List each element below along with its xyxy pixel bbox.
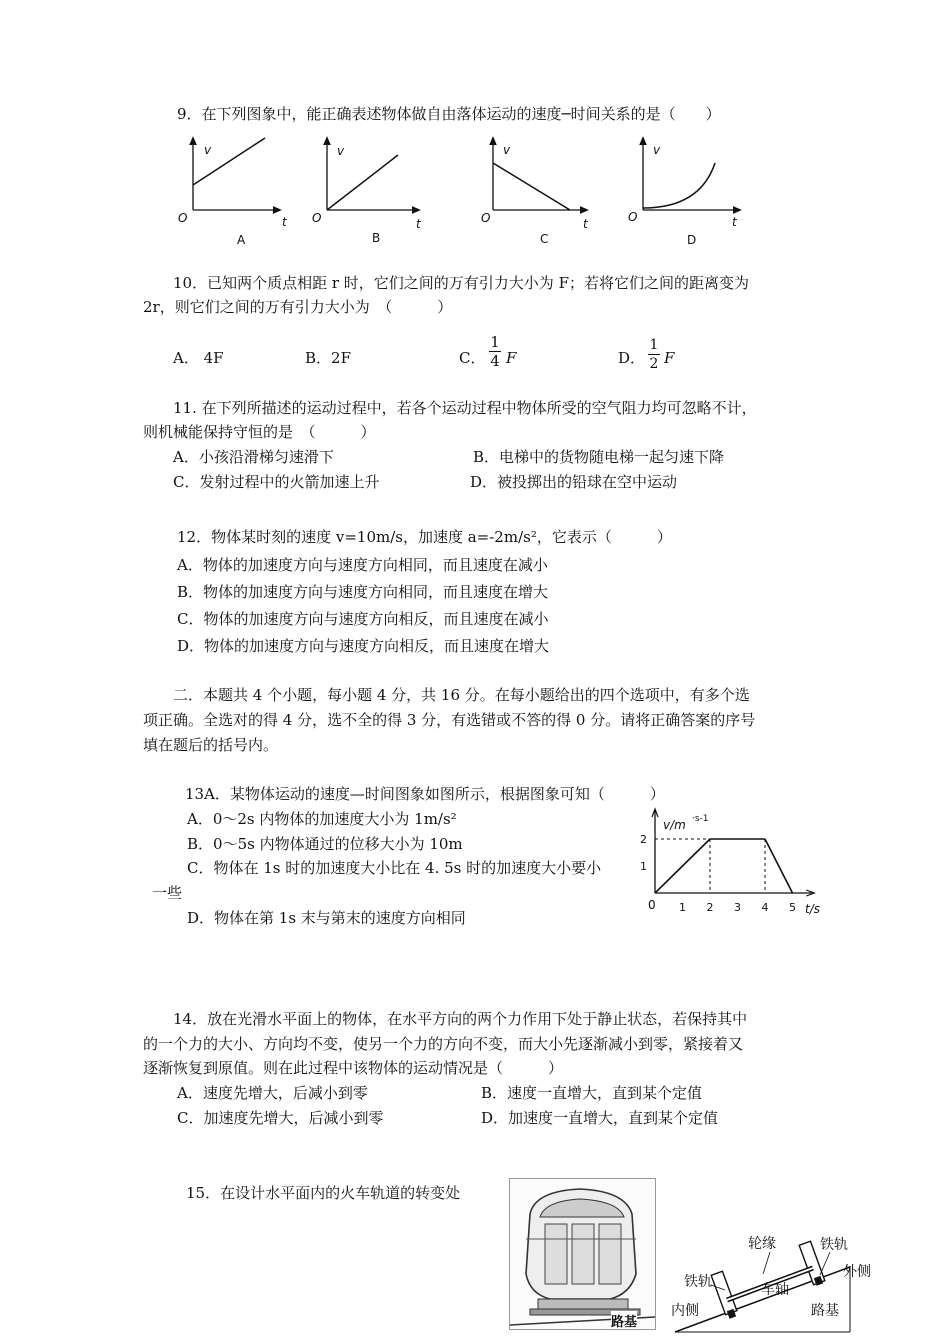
q13-vt-graph xyxy=(630,805,830,920)
graph-c-line xyxy=(493,163,570,210)
q14-line2: 的一个力的大小、方向均不变，使另一个力的方向不变，而大小先逐渐减小到零，紧接着又 xyxy=(143,1035,744,1053)
q11-line1: 11. 在下列所描述的运动过程中，若各个运动过程中物体所受的空气阻力均可忽略不计， xyxy=(173,399,757,417)
diagram-label-inner: 内侧 xyxy=(671,1303,699,1319)
q14-option-b: B．速度一直增大，直到某个定值 xyxy=(481,1084,703,1102)
q13-stem: 13A．某物体运动的速度—时间图象如图所示，根据图象可知（ ） xyxy=(185,785,665,803)
q10-option-d-fraction: 1 2 xyxy=(649,337,659,372)
graph-c-v: v xyxy=(503,143,511,157)
photo-label-roadbed: 路基 xyxy=(611,1311,637,1330)
q10-option-d-label: D． xyxy=(618,349,646,367)
y-tick-label: 1 xyxy=(640,860,647,873)
q13-option-a: A．0～2s 内物体的加速度大小为 1m/s² xyxy=(187,810,457,828)
section2-line3: 填在题后的括号内。 xyxy=(143,736,279,754)
diagram-label-axle: 车轴 xyxy=(761,1282,789,1298)
q13-option-c-line1: C．物体在 1s 时的加速度大小比在 4. 5s 时的加速度大小要小 xyxy=(187,859,602,877)
x-tick-label: 5 xyxy=(789,901,796,914)
diagram-label-rail-left: 铁轨 xyxy=(684,1274,712,1290)
q12-option-c: C．物体的加速度方向与速度方向相反，而且速度在减小 xyxy=(177,610,549,628)
q10-option-c-label: C． xyxy=(459,349,486,367)
q14-line1: 14．放在光滑水平面上的物体，在水平方向的两个力作用下处于静止状态，若保持其中 xyxy=(173,1010,748,1028)
graph-a-v: v xyxy=(204,143,212,157)
graph-c-label: C xyxy=(540,232,549,246)
diagram-label-outer: 外侧 xyxy=(843,1264,871,1280)
q14-option-a: A．速度先增大，后减小到零 xyxy=(177,1084,368,1102)
q10-option-d-unit: F xyxy=(664,349,675,367)
q14-option-c: C．加速度先增大，后减小到零 xyxy=(177,1109,384,1127)
train-photo xyxy=(509,1178,656,1330)
graph-d-label: D xyxy=(687,233,697,247)
q9-stem: 9．在下列图象中，能正确表述物体做自由落体运动的速度─时间关系的是（ ） xyxy=(177,105,721,123)
diagram-label-rail-right: 铁轨 xyxy=(820,1237,848,1253)
left-wheel xyxy=(711,1271,737,1315)
section2-line1: 二．本题共 4 个小题，每小题 4 分，共 16 分。在每小题给出的四个选项中，有多个选 xyxy=(173,686,750,704)
q12-stem: 12．物体某时刻的速度 v=10m/s，加速度 a=-2m/s²，它表示（ ） xyxy=(177,528,672,546)
q11-option-a: A．小孩沿滑梯匀速滑下 xyxy=(173,448,334,466)
vt-segment xyxy=(765,839,793,893)
q12-option-b: B．物体的加速度方向与速度方向相同，而且速度在增大 xyxy=(177,583,549,601)
graph-d-t: t xyxy=(732,215,737,229)
diagram-label-roadbed: 路基 xyxy=(811,1303,839,1319)
q10-line1: 10．已知两个质点相距 r 时，它们之间的万有引力大小为 F；若将它们之间的距离变为 xyxy=(173,274,749,292)
q12-option-a: A．物体的加速度方向与速度方向相同，而且速度在减小 xyxy=(177,556,548,574)
q13-graph-ylabel: v/m xyxy=(663,818,686,832)
q14-option-d: D．加速度一直增大，直到某个定值 xyxy=(481,1109,719,1127)
x-tick-label: 4 xyxy=(761,901,769,914)
q13-graph-xlabel: t/s xyxy=(805,902,820,916)
q13-option-d: D．物体在第 1s 末与第末的速度方向相同 xyxy=(187,909,466,927)
graph-c-t: t xyxy=(583,217,588,231)
q14-line3: 逐渐恢复到原值。则在此过程中该物体的运动情况是（ ） xyxy=(143,1059,564,1077)
q10-option-c-unit: F xyxy=(506,349,517,367)
q11-option-b: B．电梯中的货物随电梯一起匀速下降 xyxy=(473,448,725,466)
q11-option-d: D．被投掷出的铅球在空中运动 xyxy=(470,473,678,491)
graph-b-v: v xyxy=(337,144,345,158)
x-tick-label: 2 xyxy=(706,901,714,914)
x-tick-label: 3 xyxy=(734,901,741,914)
graph-d-o: O xyxy=(628,210,638,224)
q11-line2: 则机械能保持守恒的是 （ ） xyxy=(143,423,376,441)
q15-stem: 15．在设计水平面内的火车轨道的转变处 xyxy=(186,1184,461,1202)
y-tick-label: 2 xyxy=(640,833,647,846)
graph-c-o: O xyxy=(481,211,491,225)
q10-option-a: A． 4F xyxy=(173,349,224,367)
q11-option-c: C．发射过程中的火箭加速上升 xyxy=(173,473,380,491)
q13-option-c-line2: 一些 xyxy=(152,884,183,902)
graph-b-label: B xyxy=(372,231,381,245)
q13-graph-origin: 0 xyxy=(648,898,656,912)
q13-option-b: B．0～5s 内物体通过的位移大小为 10m xyxy=(187,835,463,853)
graph-b-o: O xyxy=(312,211,322,225)
graph-a-t: t xyxy=(282,215,287,229)
train-drawing xyxy=(510,1179,655,1329)
graph-d-v: v xyxy=(653,143,661,157)
graph-b-t: t xyxy=(416,217,421,231)
graph-d-curve xyxy=(643,163,715,208)
graph-a-o: O xyxy=(178,211,188,225)
q10-line2: 2r，则它们之间的万有引力大小为 （ ） xyxy=(143,298,453,316)
q9-graphs xyxy=(170,130,770,250)
graph-b-line xyxy=(327,155,398,210)
vt-segment xyxy=(655,839,710,893)
diagram-label-flange: 轮缘 xyxy=(748,1236,776,1252)
graph-a-label: A xyxy=(237,233,246,247)
q10-option-b: B．2F xyxy=(305,349,351,367)
q12-option-d: D．物体的加速度方向与速度方向相反，而且速度在增大 xyxy=(177,637,550,655)
q13-graph-yunit: ·s-1 xyxy=(692,814,709,824)
q10-option-c-fraction: 1 4 xyxy=(490,333,500,370)
x-tick-label: 1 xyxy=(679,901,686,914)
section2-line2: 项正确。全选对的得 4 分，选不全的得 3 分，有选错或不答的得 0 分。请将正确答案的序号 xyxy=(143,711,756,729)
